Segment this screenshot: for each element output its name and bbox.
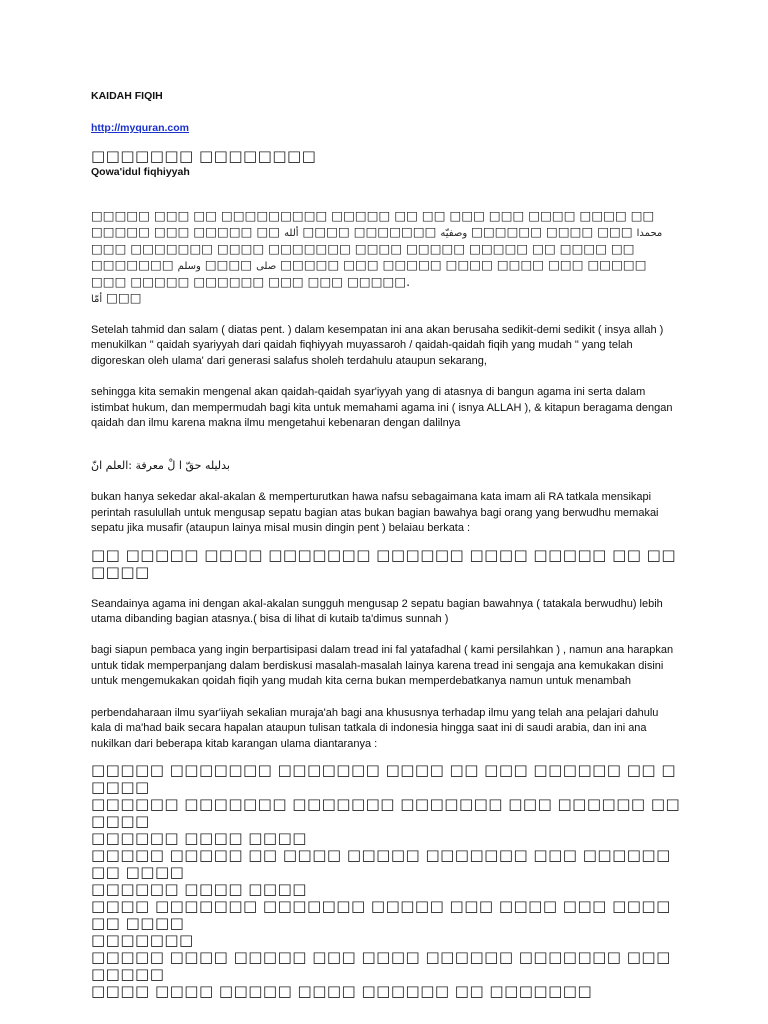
intro-line-2-b: □□□ □□□□ □□□□□□ (471, 223, 633, 239)
paragraph-4: Seandainya agama ini dengan akal-akalan sungguh mengusap 2 sepatu bagian bawahnya ( tatakala berwudhu) lebih utama dibanding bagian atasnya.( bisa di lihat di kutaib ta'dimus sunnah ) (91, 597, 663, 626)
list-item: □□□□□ □□□□□□□ □□□□□□□ □□□□ □□ □□□ □□□□□□ □□ □□□□□ (91, 760, 677, 796)
intro-line-4-ar2: وسلم (177, 260, 201, 272)
intro-line-4-c: □□□□□ □□□ □□□□□ □□□□ □□□□ □□□ □□□□□ (280, 256, 647, 272)
list-item: □□□□□ □□□□ □□□□□ □□□ □□□□ □□□□□□ □□□□□□□ □□□ □□□□□ (91, 947, 671, 983)
intro-line-2-ar2: وصفيّه (440, 227, 468, 239)
book-list (91, 762, 681, 1000)
list-item: □□□□ □□□□□□□ □□□□□□□ □□□□□ □□□ □□□□ □□□ □□□□ □□ □□□□ (91, 896, 671, 932)
intro-arabic-block (91, 208, 681, 307)
intro-line-4-b: □□□□ (204, 256, 253, 272)
intro-line-4-ar1: صلى (256, 260, 277, 272)
list-item: □□□□□□ □□□□ □□□□ (91, 828, 307, 847)
list-item: □□□□□ □□□□□ □□ □□□□ □□□□□ □□□□□□□ □□□ □□□□□□ □□ □□□□ (91, 845, 671, 881)
intro-line-2 (91, 224, 681, 242)
intro-line-5: □□□ □□□□□ □□□□□□ □□□ □□□ □□□□□. (91, 274, 411, 289)
paragraph-3: bukan hanya sekedar akal-akalan & memperturutkan hawa nafsu sebagaimana kata imam ali RA tatkala mensikapi perintah rasulullah untuk mengusap sepatu bagian atas bukan bagian bawahya bagi orang yang berwudhu memakai sepatu jika musafir (ataupun lainya misal musin dingin pent ) belaiau berkata : (91, 491, 659, 535)
paragraph-5: bagi siapun pembaca yang ingin berpartisipasi dalam tread ini fal yatafadhal ( kami persilahkan ) , namun ana harapkan untuk tidak memperpanjang dalam berdiskusi masalah-masalah lainya karena tread ini sengaja ana kemukakan disini untuk mengemukakan qoidah fiqih yang mudah kita cerna bukan memperdebatkanya namun untuk menambah (91, 644, 674, 688)
intro-line-6 (91, 290, 681, 308)
list-item: □□□□□□ □□□□ □□□□ (91, 879, 307, 898)
intro-line-4 (91, 257, 681, 275)
intro-line-2-ar1: محمدا (636, 227, 663, 239)
paragraph-6: perbendaharaan ilmu syar'iiyah sekalian muraja'ah bagi ana khususnya terhadap ilmu yang telah ana pelajari dahulu kala di ma'had baik secara hapalan ataupun tulisan tatkala di indonesia hingga saat ini di saudi arabia, dan ini ana nukilkan dari beberapa kitab karangan ulama diantaranya : (91, 706, 659, 750)
list-item: □□□□□□□ (91, 930, 194, 949)
paragraph-2: sehingga kita semakin mengenal akan qaidah-qaidah syar'iyyah yang di atasnya di bangun agama ini serta dalam istimbat hukum, dan mempermudah bagi kita untuk memahami agama ini ( isnya ALLAH ), & kitapun beragama dengan qaidah dan ilmu karena makna ilmu mengetahui kebenaran dengan dalilnya (91, 386, 673, 430)
quote-placeholder: □□ □□□□□ □□□□ □□□□□□□ □□□□□□ □□□□ □□□□□ □□ □□□□□□ (91, 545, 677, 581)
doc-title: KAIDAH FIQIH (91, 90, 163, 102)
intro-line-6-b: □□□ (106, 289, 142, 305)
intro-line-6-ar: أمّا (91, 293, 103, 305)
source-link[interactable]: http://myquran.com (91, 122, 190, 134)
arabic-quote-line: بدليله حقّ ا لْ معرفة :العلم انّ (91, 459, 230, 473)
intro-line-2-c: □□□□□□□ □□□□ (302, 223, 437, 239)
paragraph-1: Setelah tahmid dan salam ( diatas pent. ) dalam kesempatan ini ana akan berusaha sedikit-demi sedikit ( insya allah ) menukilkan " qaidah syariyyah dari qaidah fiqhiyyah muyassaroh / qaidah-qaidah fiqih yang mudah " yang telah digoreskan oleh ulama' dari generasi salafus sholeh terdahulu ataupun sekarang, (91, 324, 664, 367)
intro-line-3: □□□ □□□□□□□ □□□□ □□□□□□□ □□□□ □□□□□ □□□□□ □□ □□□□ □□ (91, 241, 635, 256)
list-item: □□□□ □□□□ □□□□□ □□□□ □□□□□□ □□ □□□□□□□ (91, 981, 593, 1000)
intro-line-2-a: □□□□□ □□□ □□□□□ □□ (91, 223, 281, 239)
list-item: □□□□□□ □□□□□□□ □□□□□□□ □□□□□□□ □□□ □□□□□□ □□ □□□□ (91, 794, 681, 830)
intro-line-4-a: □□□□□□□ (91, 256, 174, 272)
document-content (91, 90, 681, 1000)
doc-subtitle: Qowa'idul fiqhiyyah (91, 166, 190, 178)
arabic-title-placeholder: □□□□□□□ □□□□□□□□ (91, 147, 317, 165)
intro-line-1: □□□□□ □□□ □□ □□□□□□□□□ □□□□□ □□ □□ □□□ □□□ □□□□ □□□□ □□ (91, 208, 655, 223)
intro-line-2-ar3: ألله (284, 227, 299, 239)
